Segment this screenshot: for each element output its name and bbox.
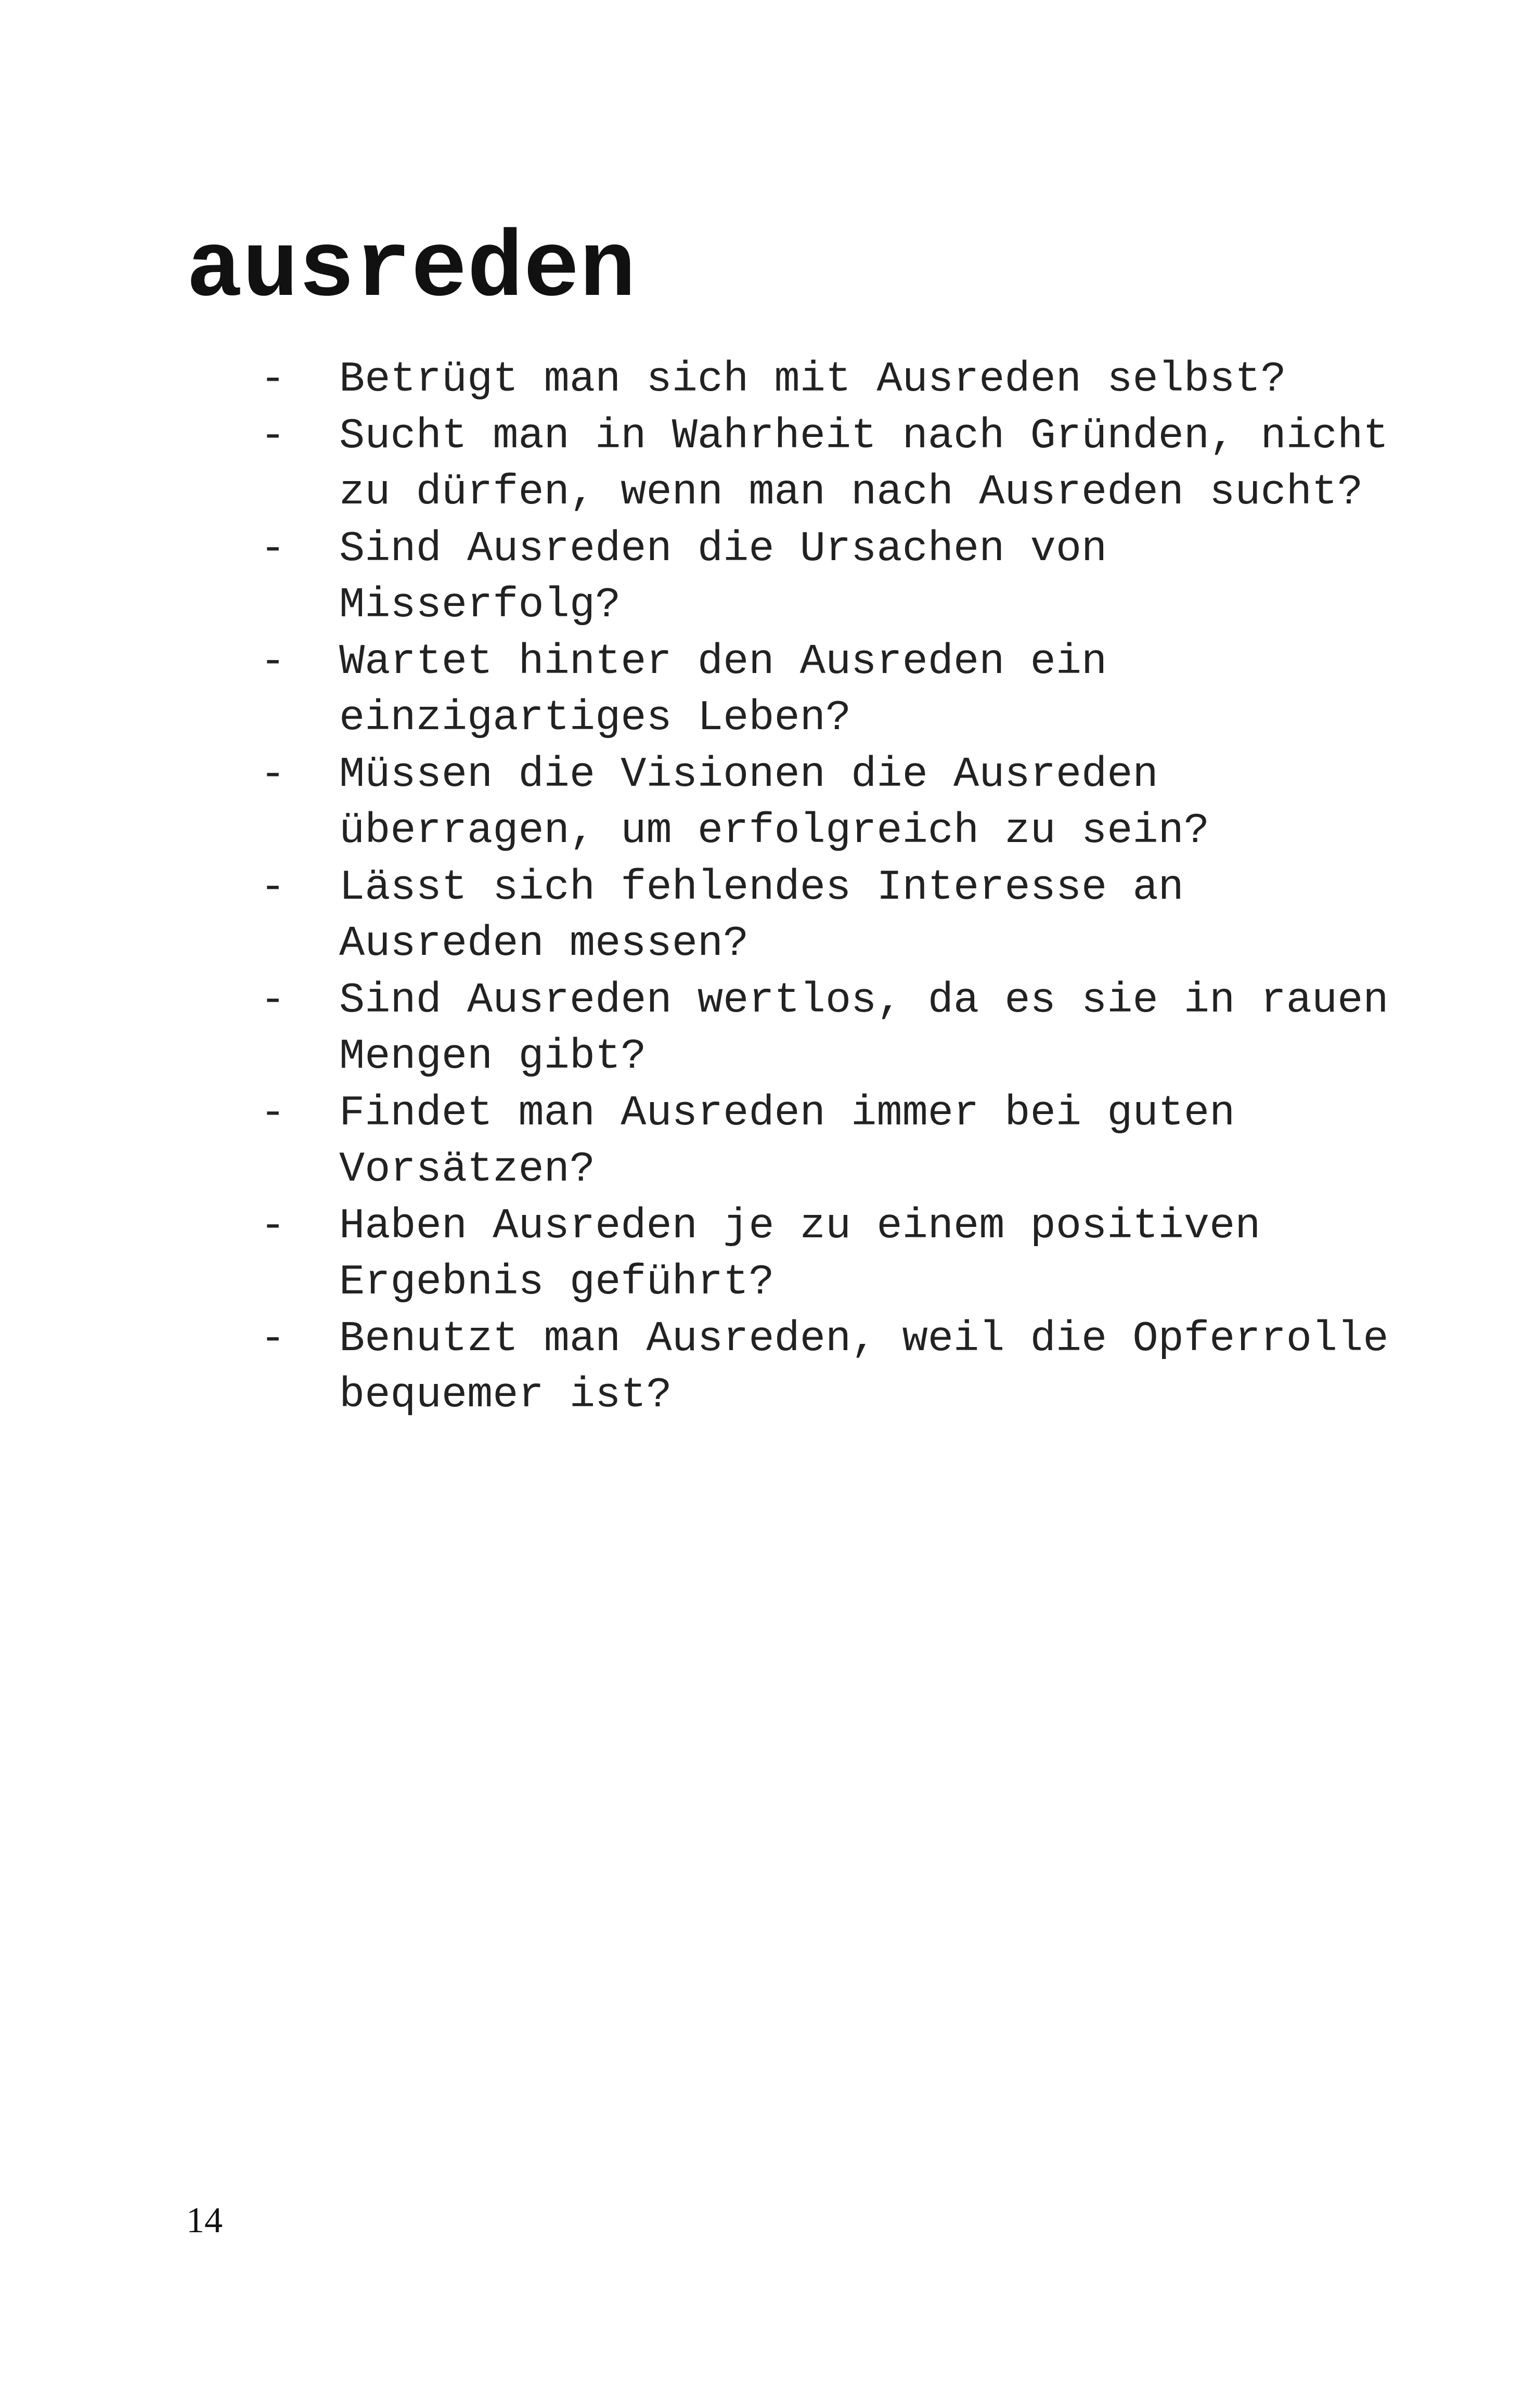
list-item — [260, 747, 1404, 860]
question-text: Haben Ausreden je zu einem positiven Ergebnis geführt? — [339, 1201, 1261, 1306]
bullet-dash: - — [260, 637, 286, 686]
bullet-dash: - — [260, 863, 286, 912]
bullet-dash: - — [260, 355, 286, 404]
question-text: Sind Ausreden die Ursachen von Misserfolg? — [339, 524, 1107, 629]
list-item — [260, 1311, 1404, 1424]
page-number: 14 — [186, 2200, 223, 2241]
question-text: Wartet hinter den Ausreden ein einzigartiges Leben? — [339, 637, 1107, 742]
list-item — [260, 973, 1404, 1085]
list-item — [260, 352, 1404, 408]
bullet-dash: - — [260, 1089, 286, 1137]
question-text: Müssen die Visionen die Ausreden überragen, um erfolgreich zu sein? — [339, 750, 1210, 855]
question-text: Benutzt man Ausreden, weil die Opferrolle bequemer ist? — [339, 1314, 1389, 1419]
list-item — [260, 860, 1404, 973]
list-item — [260, 521, 1404, 634]
list-item — [260, 1198, 1404, 1311]
question-text: Betrügt man sich mit Ausreden selbst? — [339, 355, 1286, 404]
bullet-dash: - — [260, 411, 286, 460]
bullet-dash: - — [260, 1201, 286, 1250]
question-text: Sucht man in Wahrheit nach Gründen, nicht zu dürfen, wenn man nach Ausreden sucht? — [339, 411, 1389, 516]
bullet-dash: - — [260, 976, 286, 1025]
question-list — [260, 352, 1404, 1424]
bullet-dash: - — [260, 524, 286, 573]
page-title: ausreden — [186, 217, 636, 323]
list-item — [260, 634, 1404, 747]
bullet-dash: - — [260, 1314, 286, 1363]
question-text: Findet man Ausreden immer bei guten Vorsätzen? — [339, 1089, 1235, 1194]
bullet-dash: - — [260, 750, 286, 799]
question-text: Sind Ausreden wertlos, da es sie in rauen Mengen gibt? — [339, 976, 1389, 1081]
question-text: Lässt sich fehlendes Interesse an Ausreden messen? — [339, 863, 1184, 968]
list-item — [260, 408, 1404, 521]
list-item — [260, 1085, 1404, 1198]
